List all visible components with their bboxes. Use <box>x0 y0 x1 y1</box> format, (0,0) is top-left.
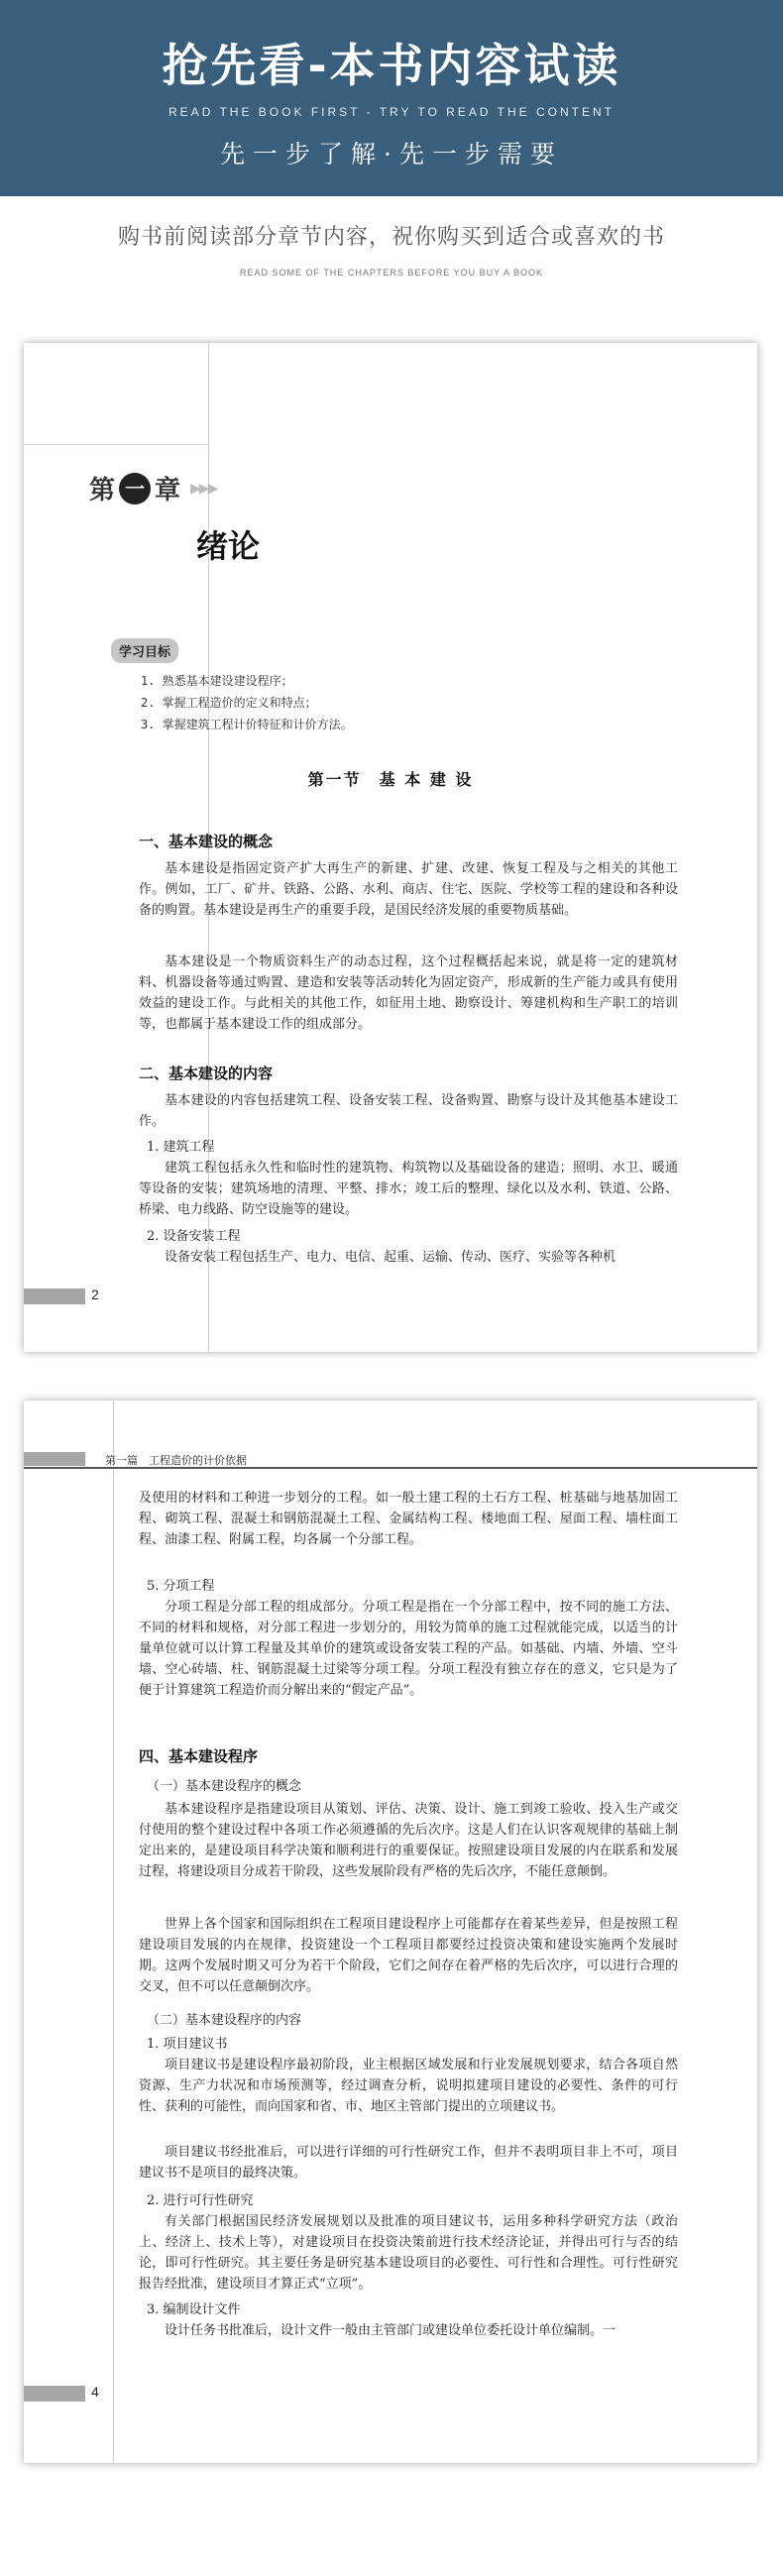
paragraph: 基本建设程序是指建设项目从策划、评估、决策、设计、施工到竣工验收、投入生产或交付使用的整个建设过程中各项工作必须遵循的先后次序。这是人们在认识客观规律的基础上制定出来的，是建设项目科学决策和顺利进行的重要保证。按照建设项目发展的内在联系和发展过程，将建设项目分成若干阶段，这些发展阶段有严格的先后次序，不能任意颠倒。 <box>139 1802 678 1879</box>
objective-item: 2. 掌握工程造价的定义和特点； <box>141 696 317 710</box>
page-guide-line <box>24 444 208 445</box>
paragraph: 项目建议书经批准后，可以进行详细的可行性研究工作，但并不表明项目非上不可，项目建议书不是项目的最终决策。 <box>139 2145 678 2181</box>
heading-procedure-content: （二）基本建设程序的内容 <box>147 2013 302 2028</box>
paragraph: 基本建设的内容包括建筑工程、设备安装工程、设备购置、勘察与设计及其他基本建设工作。 <box>139 1093 678 1129</box>
banner-title: 抢先看-本书内容试读 <box>162 39 621 92</box>
objective-item: 1. 熟悉基本建设建设程序； <box>141 674 293 688</box>
chapter-suffix: 章 <box>155 476 181 505</box>
book-page-1 <box>24 343 757 1352</box>
heading-procedure: 四、基本建设程序 <box>139 1747 259 1765</box>
heading-design: 3. 编制设计文件 <box>147 2302 241 2317</box>
banner-slogan: 先一步了解·先一步需要 <box>220 140 563 168</box>
paragraph: 世界上各个国家和国际组织在工程项目建设程序上可能都存在着某些差异，但是按照工程建设项目发展的内在规律，投资建设一个工程项目都要经过投资决策和建设实施两个发展时期。这两个发展时期又可分为若干个阶段，它们之间存在着严格的先后次序，可以进行合理的交叉，但不可以任意颠倒次序。 <box>139 1917 678 1994</box>
page-number: 2 <box>91 1287 99 1302</box>
header-bar <box>24 1452 85 1466</box>
heading-building: 1. 建筑工程 <box>147 1140 215 1155</box>
heading-content: 二、基本建设的内容 <box>139 1064 274 1082</box>
page-number-bar <box>24 2386 85 2402</box>
intro-subtext: READ SOME OF THE CHAPTERS BEFORE YOU BUY A BOOK <box>239 268 544 278</box>
header-rule <box>24 1467 757 1469</box>
heading-feasibility: 2. 进行可行性研究 <box>147 2193 254 2208</box>
paragraph: 及使用的材料和工种进一步划分的工程。如一般土建工程的土石方工程、桩基础与地基加固工程、砌筑工程、混凝土和钢筋混凝土工程、金属结构工程、楼地面工程、屋面工程、墙柱面工程、油漆工程、附属工程，均各属一个分部工程。 <box>139 1491 678 1547</box>
chapter-label <box>89 470 216 506</box>
running-header: 第一篇 工程造价的计价依据 <box>105 1454 247 1467</box>
book-page-2 <box>24 1400 757 2463</box>
paragraph: 基本建设是一个物质资料生产的动态过程，这个过程概括起来说，就是将一定的建筑材料、机器设备等通过购置、建造和安装等活动转化为固定资产，形成新的生产能力或具有使用效益的建设工作。与此相关的其他工作，如征用土地、勘察设计、筹建机构和生产职工的培训等，也都属于基本建设工作的组成部分。 <box>139 954 678 1032</box>
paragraph: 分项工程是分部工程的组成部分。分项工程是指在一个分部工程中，按不同的施工方法、不同的材料和规格，对分部工程进一步划分的，用较为简单的施工过程就能完成，以适当的计量单位就可以计算工程量及其单价的建筑或设备安装工程的产品。如基础、内墙、外墙、空斗墙、空心砖墙、柱、钢筋混凝土过梁等分项工程。分项工程没有独立存在的意义，它只是为了便于计算建筑工程造价而分解出来的“假定产品”。 <box>139 1600 678 1698</box>
page-number: 4 <box>91 2384 99 2400</box>
heading-concept: 一、基本建设的概念 <box>139 833 274 850</box>
heading-proposal: 1. 项目建议书 <box>147 2037 228 2052</box>
heading-install: 2. 设备安装工程 <box>147 1229 241 1244</box>
page-number-bar <box>24 1288 85 1304</box>
paragraph: 建筑工程包括永久性和临时性的建筑物、构筑物以及基础设备的建造；照明、水卫、暖通等设备的安装；建筑场地的清理、平整、排水；竣工后的整理、绿化以及水利、铁道、公路、桥梁、电力线路、防空设施等的建设。 <box>139 1161 678 1217</box>
top-banner <box>0 0 783 196</box>
paragraph: 设备安装工程包括生产、电力、电信、起重、运输、传动、医疗、实验等各种机 <box>165 1250 616 1265</box>
paragraph: 有关部门根据国民经济发展规划以及批准的项目建议书，运用多种科学研究方法（政治上、经济上、技术上等），对建设项目在投资决策前进行技术经济论证，并得出可行与否的结论，即可行性研究。其主要任务是研究基本建设项目的必要性、可行性和合理性。可行性研究报告经批准，建设项目才算正式“立项”。 <box>139 2214 678 2292</box>
heading-procedure-concept: （一）基本建设程序的概念 <box>147 1779 302 1794</box>
chevrons-icon: ▶▶▶ <box>190 480 217 497</box>
chapter-number-badge: 一 <box>119 473 151 504</box>
objectives-label: 学习目标 <box>111 638 178 663</box>
objective-item: 3. 掌握建筑工程计价特征和计价方法。 <box>141 718 353 731</box>
intro-text: 购书前阅读部分章节内容，祝你购买到适合或喜欢的书 <box>117 225 665 250</box>
page-guide-line <box>113 1400 114 2463</box>
section-title: 第一节 基 本 建 设 <box>307 770 474 789</box>
chapter-prefix: 第 <box>89 476 116 505</box>
heading-subitem: 5. 分项工程 <box>147 1579 215 1594</box>
paragraph: 基本建设是指固定资产扩大再生产的新建、扩建、改建、恢复工程及与之相关的其他工作。例如，工厂、矿井、铁路、公路、水利、商店、住宅、医院、学校等工程的建设和各种设备的购置。基本建设是再生产的重要手段，是国民经济发展的重要物质基础。 <box>139 861 678 918</box>
banner-subtitle: READ THE BOOK FIRST - TRY TO READ THE CONTENT <box>168 105 615 119</box>
paragraph: 项目建议书是建设程序最初阶段，业主根据区域发展和行业发展规划要求，结合各项自然资源、生产力状况和市场预测等，经过调查分析，说明拟建项目建设的必要性、条件的可行性、获利的可能性，而向国家和省、市、地区主管部门提出的立项建议书。 <box>139 2058 678 2114</box>
paragraph: 设计任务书批准后，设计文件一般由主管部门或建设单位委托设计单位编制。一 <box>165 2323 616 2338</box>
objectives-list <box>141 670 353 735</box>
chapter-title: 绪论 <box>196 527 261 565</box>
